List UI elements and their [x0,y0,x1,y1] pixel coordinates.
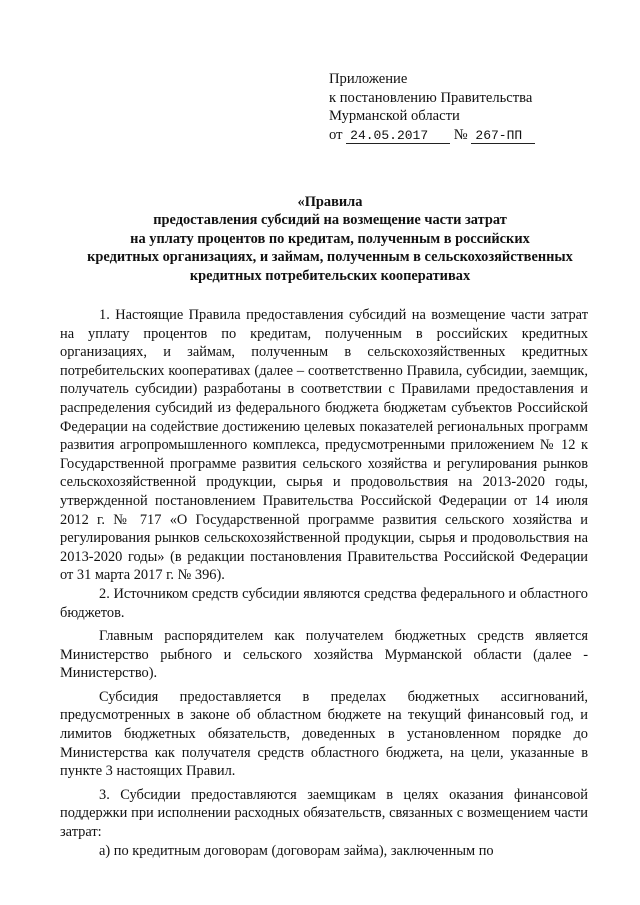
document-body [60,306,588,860]
document-title [60,193,600,285]
from-label: от [329,126,343,143]
paragraph-6: а) по кредитным договорам (договорам займа), заключенным по [99,842,494,859]
title-line-1: «Правила [297,194,363,210]
number-label: № [453,126,468,143]
title-line-5: кредитных потребительских кооперативах [189,267,471,284]
resolution-number: 267-ПП [471,128,535,144]
appendix-heading: Приложение [329,71,408,87]
title-line-2: предоставления субсидий на возмещение части затрат [153,212,507,229]
resolution-date: 24.05.2017 [346,128,450,144]
title-line-4: кредитных организациях, и займам, полученным в сельскохозяйственных [87,249,573,266]
appendix-resolution-line: к постановлению Правительства [329,89,533,106]
title-line-3: на уплату процентов по кредитам, полученным в российских [130,230,530,247]
appendix-region-line: Мурманской области [329,108,460,125]
paragraph-4: Субсидия предоставляется в пределах бюджетных ассигнований, предусмотренных в законе об областном бюджете на текущий финансовый год, и лимитов бюджетных обязательств, доведенных в установленном порядке до Министерства как получателя средств областного бюджета, на цели, указанные в пункте 3 настоящих Правил. [60,688,588,780]
paragraph-3: Главным распорядителем как получателем бюджетных средств является Министерство рыбного и сельского хозяйства Мурманской области (далее - Министерство). [60,628,588,682]
appendix-date-number-line [329,126,629,145]
appendix-block [329,70,629,144]
paragraph-2: 2. Источником средств субсидии являются средства федерального и областного бюджетов. [60,585,588,621]
paragraph-5: 3. Субсидии предоставляются заемщикам в целях оказания финансовой поддержки при исполнении расходных обязательств, связанных с возмещением части затрат: [60,786,588,841]
paragraph-1: 1. Настоящие Правила предоставления субсидий на возмещение части затрат на уплату процентов по кредитам, полученным в российских кредитных организациях, и займам, полученным в сельскохозяйственных кредитных потребительских кооперативах (далее – соответственно Правила, субсидии, заемщик, получатель субсидии) разработаны в соответствии с Правилами предоставления и распределения субсидий из федерального бюджета бюджетам субъектов Российской Федерации на содействие достижению целевых показателей региональных программ развития агропромышленного комплекса, предусмотренными приложением № 12 к Государственной программе развития сельского хозяйства и регулирования рынков сельскохозяйственной продукции, сырья и продовольствия на 2013-2020 годы, утвержденной постановлением Правительства Российской Федерации от 14 июля 2012 г. № 717 «О Государственной программе развития сельского хозяйства и регулирования рынков сельскохозяйственной продукции, сырья и продовольствия на 2013-2020 годы» (в редакции постановления Правительства Российской Федерации от 31 марта 2017 г. № 396). [60,307,588,584]
